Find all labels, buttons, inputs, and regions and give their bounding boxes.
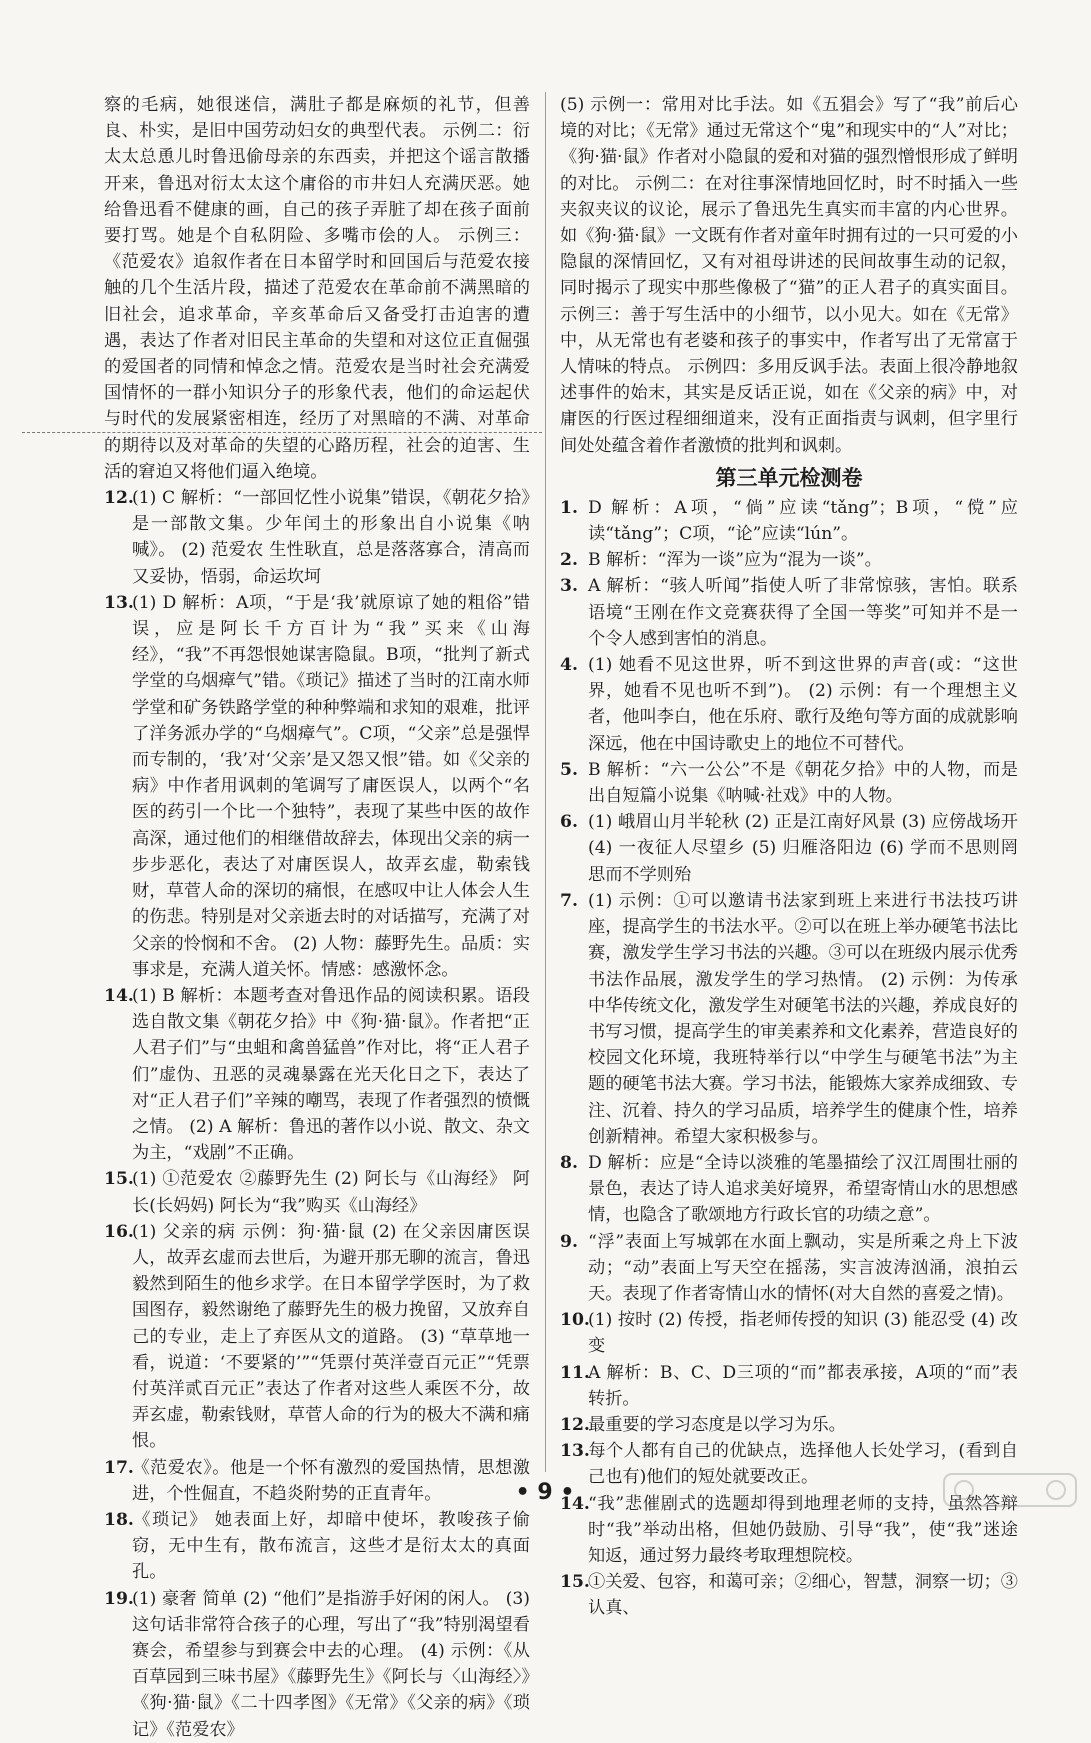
answer-number: 3. xyxy=(560,576,578,597)
answer-text: A 解析：“骇人听闻”指使人听了非常惊骇，害怕。联系语境“王刚在作文竞赛获得了全国一等奖”可知并不是一个令人感到害怕的消息。 xyxy=(588,576,1018,649)
answer-number: 14. xyxy=(560,1493,590,1514)
answer-number: 4. xyxy=(560,655,578,676)
answer-number: 12. xyxy=(104,488,134,509)
right-answer-item xyxy=(560,1360,1018,1412)
right-answer-item xyxy=(560,757,1018,809)
right-answer-item xyxy=(560,1569,1018,1621)
right-intro-paragraph: (5) 示例一：常用对比手法。如《五猖会》写了“我”前后心境的对比；《无常》通过无常这个“鬼”和现实中的“人”对比；《狗·猫·鼠》作者对小隐鼠的爱和对猫的强烈憎恨形成了鲜明的对比。 示例二：在对往事深情地回忆时，时不时插入一些夹叙夹议的议论，展示了鲁迅先生真实而丰富的内心世界。如《狗·猫·鼠》一文既有作者对童年时拥有过的一只可爱的小隐鼠的深情回忆，又有对祖母讲述的民间故事生动的记叙，同时揭示了现实中那些像极了“猫”的正人君子的真实面目。 示例三：善于写生活中的小细节，以小见大。如在《无常》中，从无常也有老婆和孩子的事实中，作者写出了无常富于人情味的特点。 示例四：多用反讽手法。表面上很冷静地叙述事件的始末，其实是反话正说，如在《父亲的病》中，对庸医的行医过程细细道来，没有正面指责与讽刺，但字里行间处处蕴含着作者激愤的批判和讽刺。 xyxy=(560,95,1018,456)
watermark-logo xyxy=(940,1470,1080,1526)
answer-text: (1) 父亲的病 示例：狗·猫·鼠 (2) 在父亲因庸医误人，故弄玄虚而去世后，为避开那无聊的流言，鲁迅毅然到陌生的他乡求学。在日本留学学医时，为了救国图存，毅然谢绝了藤野先生的极力挽留，又放弃自己的专业，走上了弃医从文的道路。 (3) “草草地一看，说道：‘不要紧的’”“凭票付英洋壹百元正”“凭票付英洋贰百元正”表达了作者对这些人乘医不分，故弄玄虚，勒索钱财，草菅人命的行为的极大不满和痛恨。 xyxy=(132,1221,530,1452)
answer-number: 7. xyxy=(560,890,578,911)
answer-text: 《琐记》 她表面上好，却暗中使坏，教唆孩子偷窃，无中生有，散布流言，这些才是衍太太的真面孔。 xyxy=(132,1509,530,1583)
right-answer-item xyxy=(560,652,1018,757)
answer-text: 最重要的学习态度是以学习为乐。 xyxy=(588,1414,846,1435)
left-answer-item xyxy=(104,1166,530,1218)
answer-text: (1) B 解析：本题考查对鲁迅作品的阅读积累。语段选自散文集《朝花夕拾》中《狗·猫·鼠》。作者把“正人君子们”与“虫蛆和禽兽猛兽”作对比，将“正人君子们”虚伪、丑恶的灵魂暴露在光天化日之下，表达了对“正人君子们”辛辣的嘲骂，表现了作者强烈的愤慨之情。 (2) A 解析：鲁迅的著作以小说、散文、杂文为主，“戏剧”不正确。 xyxy=(132,985,530,1164)
left-intro-paragraph: 察的毛病，她很迷信，满肚子都是麻烦的礼节，但善良、朴实，是旧中国劳动妇女的典型代表。 示例二：衍太太总恿儿时鲁迅偷母亲的东西卖，并把这个谣言散播开来，鲁迅对衍太太这个庸俗的市井妇人充满厌恶。她给鲁迅看不健康的画，自己的孩子弄脏了却在孩子面前要打骂。她是个自私阴险、多嘴市侩的人。 示例三：《范爱农》追叙作者在日本留学时和回国后与范爱农接触的几个生活片段，描述了范爱农在革命前不满黑暗的旧社会，追求革命，辛亥革命后又备受打击迫害的遭遇，表达了作者对旧民主革命的失望和对这位正直倔强的爱国者的同情和悼念之情。范爱农是当时社会充满爱国情怀的一群小知识分子的形象代表，他们的命运起伏与时代的发展紧密相连，经历了对黑暗的不满、对革命的期待以及对革命的失望的心路历程，社会的迫害、生活的窘迫又将他们逼入绝境。 xyxy=(104,95,530,482)
answer-text: (1) D 解析：A项，“于是‘我’就原谅了她的粗俗”错误，应是阿长千方百计为“我”买来《山海经》，“我”不再怨恨她谋害隐鼠。B项，“批判了新式学堂的乌烟瘴气”错。《琐记》描述了当时的江南水师学堂和矿务铁路学堂的种种弊端和求知的艰难，批评了洋务派办学的“乌烟瘴气”。C项，“父亲”总是强悍而专制的，‘我’对‘父亲’是又怨又恨”错。如《父亲的病》中作者用讽刺的笔调写了庸医误人，以两个“名医的药引一个比一个独特”，表现了某些中医的故作高深，通过他们的相继借故辞去，体现出父亲的病一步步恶化，表达了对庸医误人，故弄玄虚，勒索钱财，草菅人命的深切的痛恨，在感叹中让人体会人生的伤悲。特别是对父亲逝去时的对话描写，充满了对父亲的怜悯和不舍。 (2) 人物：藤野先生。品质：实事求是，充满人道关怀。情感：感激怀念。 xyxy=(132,592,530,980)
answer-number: 2. xyxy=(560,550,578,571)
answer-text: B 解析：“六一公公”不是《朝花夕拾》中的人物，而是出自短篇小说集《呐喊·社戏》中的人物。 xyxy=(588,759,1018,807)
right-answer-item xyxy=(560,547,1018,573)
right-column xyxy=(560,92,1018,1622)
right-answer-item xyxy=(560,573,1018,652)
left-answer-item xyxy=(104,1219,530,1455)
page-number: • 9 • xyxy=(515,1480,575,1505)
answer-number: 15. xyxy=(104,1169,134,1190)
right-answer-item xyxy=(560,888,1018,1150)
answer-text: (1) C 解析：“一部回忆性小说集”错误，《朝花夕拾》是一部散文集。少年闰土的形象出自小说集《呐喊》。 (2) 范爱农 生性耿直，总是落落寡合，清高而又妥协，悟弱，命运坎坷 xyxy=(132,488,530,587)
answer-text: (1) 豪奢 简单 (2) “他们”是指游手好闲的闲人。 (3) 这句话非常符合孩子的心理，写出了“我”特别渴望看赛会，希望参与到赛会中去的心理。 (4) 示例：《从百草园到三味书屋》《藤野先生》《阿长与〈山海经〉》《狗·猫·鼠》《二十四孝图》《无常》《父亲的病》《琐记》《范爱农》 xyxy=(132,1588,530,1740)
right-answer-item xyxy=(560,1229,1018,1308)
answer-text: D 解析：A项，“倘”应读“tǎng”；B项，“傥”应读“tǎng”；C项，“论”应读“lún”。 xyxy=(588,497,1018,545)
answer-number: 18. xyxy=(104,1509,134,1530)
answer-text: (1) 示例：①可以邀请书法家到班上来进行书法技巧讲座，提高学生的书法水平。②可以在班上举办硬笔书法比赛，激发学生学习书法的兴趣。③可以在班级内展示优秀书法作品展，激发学生的学习热情。 (2) 示例：为传承中华传统文化，激发学生对硬笔书法的兴趣，养成良好的书写习惯，提高学生的审美素养和文化素养，营造良好的校园文化环境，我班特举行以“中学生与硬笔书法”为主题的硬笔书法大赛。学习书法，能锻炼大家养成细致、专注、沉着、持久的学习品质，培养学生的健康个性，培养创新精神。希望大家积极参与。 xyxy=(588,890,1018,1147)
right-answer-item xyxy=(560,1150,1018,1229)
answer-text: 《范爱农》。他是一个怀有激烈的爱国热情，思想激进，个性倔直，不趋炎附势的正直青年。 xyxy=(132,1457,530,1504)
answer-text: “我”悲催剧式的选题却得到地理老师的支持，虽然答辩时“我”举动出格，但她仍鼓励、引导“我”，使“我”迷途知返，通过努力最终考取理想院校。 xyxy=(588,1493,1018,1566)
left-answer-item xyxy=(104,983,530,1166)
answer-text: (1) 按时 (2) 传授，指老师传授的知识 (3) 能忍受 (4) 改变 xyxy=(588,1310,1018,1357)
right-answer-list xyxy=(560,495,1018,1622)
answer-text: A 解析：B、C、D三项的“而”都表承接，A项的“而”表转折。 xyxy=(588,1362,1018,1409)
left-answer-item xyxy=(104,1507,530,1586)
answer-number: 14. xyxy=(104,985,134,1006)
answer-number: 1. xyxy=(560,497,578,518)
left-answer-item xyxy=(104,590,530,983)
answer-text: B 解析：“浑为一谈”应为“混为一谈”。 xyxy=(588,550,882,571)
answer-number: 19. xyxy=(104,1588,134,1609)
section-title: 第三单元检测卷 xyxy=(715,465,863,490)
right-answer-item xyxy=(560,495,1018,547)
answer-text: “浮”表面上写城郭在水面上飘动，实是所乘之舟上下波动；“动”表面上写天空在摇荡，实言波涛汹涌，浪拍云天。表现了作者寄情山水的情怀(对大自然的喜爱之情)。 xyxy=(588,1231,1018,1304)
answer-number: 9. xyxy=(560,1231,578,1252)
answer-number: 13. xyxy=(104,592,134,613)
left-answer-list xyxy=(104,485,530,1743)
answer-number: 16. xyxy=(104,1221,134,1242)
answer-text: ①关爱、包容，和蔼可亲；②细心，智慧，洞察一切；③认真、 xyxy=(588,1572,1018,1619)
column-divider xyxy=(545,92,546,1472)
left-answer-item xyxy=(104,485,530,590)
answer-number: 10. xyxy=(560,1310,590,1331)
answer-number: 8. xyxy=(560,1152,578,1173)
watermark-badge-icon xyxy=(940,1470,1080,1510)
left-column xyxy=(104,92,530,1743)
left-answer-item xyxy=(104,1455,530,1507)
right-answer-item xyxy=(560,1307,1018,1359)
answer-number: 12. xyxy=(560,1414,590,1435)
answer-number: 6. xyxy=(560,812,578,833)
answer-number: 11. xyxy=(560,1362,590,1383)
answer-text: (1) ①范爱农 ②藤野先生 (2) 阿长与《山海经》 阿长(长妈妈) 阿长为“我”购买《山海经》 xyxy=(132,1169,530,1216)
answer-number: 13. xyxy=(560,1441,590,1462)
right-answer-item xyxy=(560,809,1018,888)
right-answer-item xyxy=(560,1412,1018,1438)
answer-text: (1) 她看不见这世界，听不到这世界的声音(或：“这世界，她看不见也听不到”)。 (2) 示例：有一个理想主义者，他叫李白，他在乐府、歌行及绝句等方面的成就影响深远，他在中国诗歌史上的地位不可替代。 xyxy=(588,655,1018,754)
left-answer-item xyxy=(104,1586,530,1743)
answer-number: 5. xyxy=(560,759,578,780)
answer-text: (1) 峨眉山月半轮秋 (2) 正是江南好风景 (3) 应傍战场开 (4) 一夜征人尽望乡 (5) 归雁洛阳边 (6) 学而不思则罔 思而不学则殆 xyxy=(588,812,1018,885)
answer-number: 15. xyxy=(560,1572,590,1593)
answer-text: 每个人都有自己的优缺点，选择他人长处学习，(看到自己也有)他们的短处就要改正。 xyxy=(588,1441,1018,1488)
answer-number: 17. xyxy=(104,1457,134,1478)
answer-text: D 解析：应是“全诗以淡雅的笔墨描绘了汉江周围壮丽的景色，表达了诗人追求美好境界，希望寄情山水的思想感情，也隐含了歌颂地方行政长官的功绩之意”。 xyxy=(588,1152,1018,1226)
